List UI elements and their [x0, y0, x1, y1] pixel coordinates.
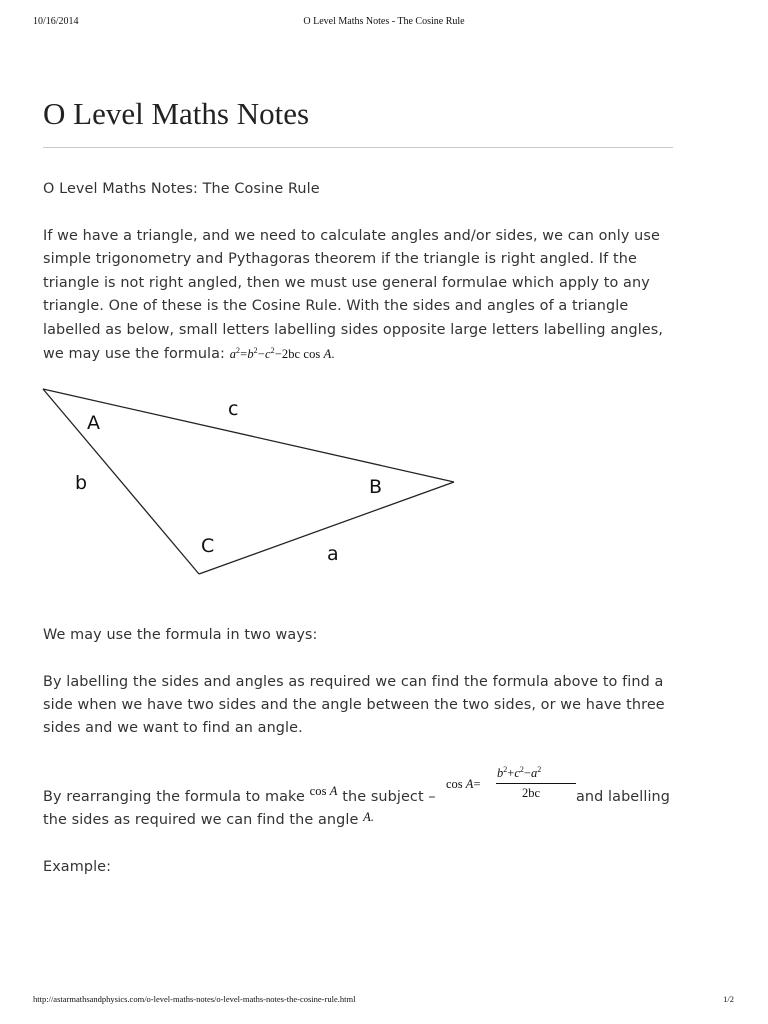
footer-url: http://astarmathsandphysics.com/o-level-maths-notes/o-level-maths-notes-the-cosine-rule.html: [33, 994, 356, 1004]
rearrange-line: [43, 809, 683, 832]
intro-line: simple trigonometry and Pythagoras theorem if the triangle is right angled. If the: [43, 251, 637, 267]
cosine-rule-formula: $a^2=b^2-c^2-2bc$ cos A.: [229, 346, 335, 361]
print-page-title: O Level Maths Notes - The Cosine Rule: [303, 16, 465, 27]
intro-line: triangle is not right angled, then we must use general formulae which apply to any: [43, 275, 650, 291]
intro-line: labelled as below, small letters labelling sides opposite large letters labelling angles,: [43, 322, 664, 338]
rearrange-text: the sides as required we can find the angle: [43, 812, 359, 828]
side-label-c: c: [228, 398, 239, 420]
angle-label-A: A: [87, 412, 100, 434]
print-date: 10/16/2014: [33, 16, 79, 27]
page-subtitle: O Level Maths Notes: The Cosine Rule: [43, 181, 320, 197]
angle-label-C: C: [201, 535, 215, 557]
triangle-diagram: [38, 380, 468, 585]
usage-line: side when we have two sides and the angle between the two sides, or we have three: [43, 697, 665, 713]
side-label-b: b: [75, 472, 88, 494]
ways-paragraph: We may use the formula in two ways:: [43, 627, 318, 643]
side-b-line: [43, 389, 199, 574]
intro-line: If we have a triangle, and we need to calculate angles and/or sides, we can only use: [43, 228, 660, 244]
usage-line: By labelling the sides and angles as required we can find the formula above to find a: [43, 674, 664, 690]
cos-a-inline: cos A: [309, 784, 338, 798]
footer-page-number: 1/2: [723, 994, 734, 1004]
rearrange-text: the subject –: [342, 789, 436, 805]
side-label-a: a: [327, 543, 339, 565]
angle-a-inline: A.: [363, 810, 375, 824]
side-c-line: [43, 389, 454, 482]
intro-line: triangle. One of these is the Cosine Rule. With the sides and angles of a triangle: [43, 298, 629, 314]
example-label: Example:: [43, 859, 112, 875]
intro-line: we may use the formula:: [43, 346, 225, 362]
rearrange-text: By rearranging the formula to make: [43, 789, 305, 805]
angle-label-B: B: [369, 476, 383, 498]
intro-line-formula: [43, 343, 683, 366]
title-divider: [43, 147, 673, 148]
usage-line: sides and we want to find an angle.: [43, 720, 303, 736]
rearrange-text-end: and labelling: [576, 789, 671, 805]
site-title: O Level Maths Notes: [43, 96, 310, 131]
